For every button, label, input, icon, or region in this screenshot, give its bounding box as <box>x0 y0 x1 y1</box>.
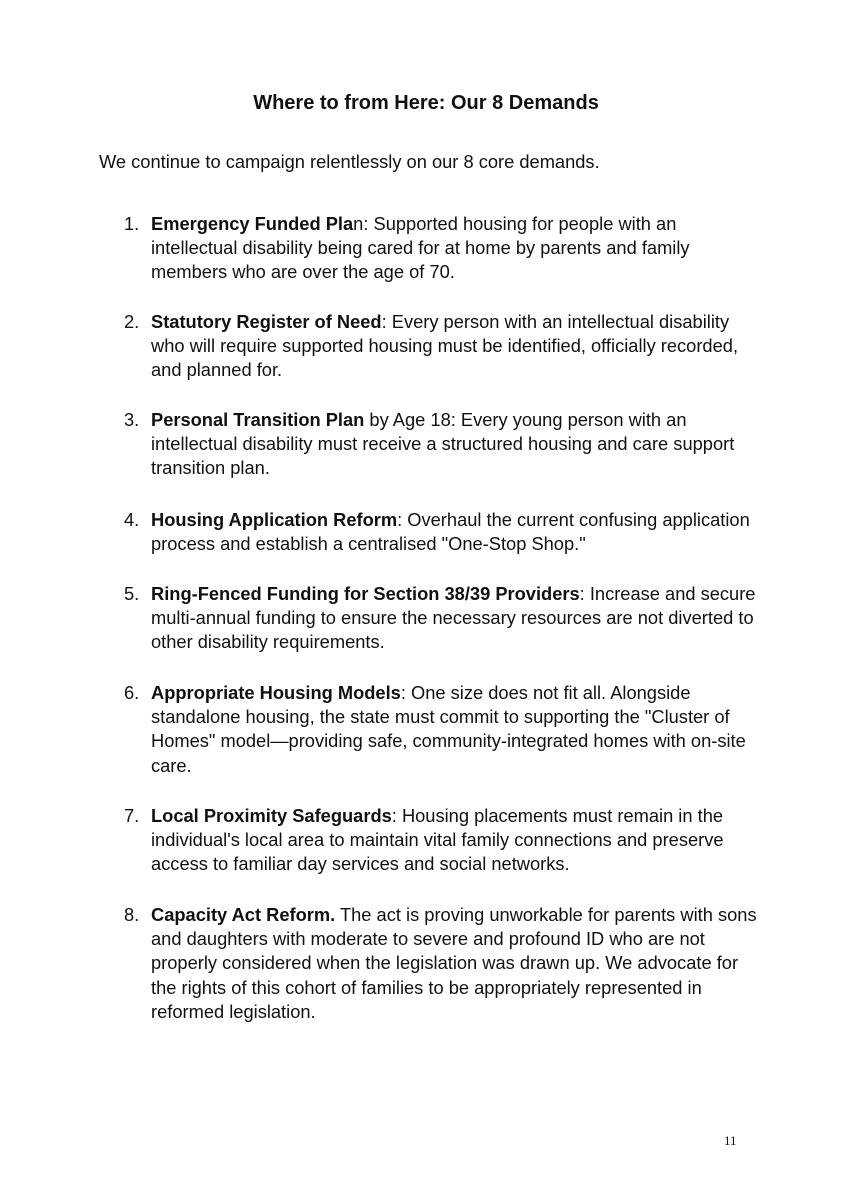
demand-title: Emergency Funded Pla <box>151 213 354 234</box>
demand-description: : Housing placements must remain in the individual's local area to maintain vital family connections and preserve access to familiar day services and social networks. <box>151 805 724 875</box>
intro-paragraph: We continue to campaign relentlessly on our 8 core demands. <box>99 151 600 172</box>
demand-text <box>151 212 757 285</box>
demand-title: Personal Transition Plan <box>151 409 365 430</box>
demand-text <box>151 681 757 778</box>
demand-number: 2. <box>124 311 140 332</box>
demand-description: : Every person with an intellectual disability who will require supported housing must be identified, officially recorded, and planned for. <box>151 311 739 381</box>
demand-description: : Increase and secure multi-annual funding to ensure the necessary resources are not diverted to other disability requirements. <box>151 583 756 653</box>
demand-title: Housing Application Reform <box>151 509 398 530</box>
demand-text <box>151 582 757 655</box>
demand-number: 5. <box>124 583 140 604</box>
page-title: Where to from Here: Our 8 Demands <box>253 92 599 114</box>
demand-description: : Supported housing for people with an intellectual disability being cared for at home by parents and family members who are over the age of 70. <box>151 213 690 283</box>
demand-title: Statutory Register of Need <box>151 311 382 332</box>
demand-description: by Age 18: Every young person with an intellectual disability must receive a structured housing and care support transition plan. <box>151 409 735 479</box>
demand-description: : Overhaul the current confusing application process and establish a centralised "One-Stop Shop." <box>151 509 750 555</box>
demand-number: 7. <box>124 805 140 826</box>
demand-text <box>151 408 757 481</box>
page-number: 11 <box>724 1133 737 1148</box>
demand-title: Capacity Act Reform. <box>151 904 336 925</box>
demand-number: 3. <box>124 409 140 430</box>
demand-text <box>151 310 757 383</box>
demand-text <box>151 804 757 877</box>
demand-title: Ring-Fenced Funding for Section 38/39 Providers <box>151 583 580 604</box>
demand-number: 6. <box>124 682 140 703</box>
demand-title-tail: n <box>353 213 364 234</box>
demand-number: 1. <box>124 213 140 234</box>
demand-number: 4. <box>124 509 140 530</box>
demand-title: Appropriate Housing Models <box>151 682 401 703</box>
demand-description: The act is proving unworkable for parents with sons and daughters with moderate to severe and profound ID who are not properly considered when the legislation was drawn up. We advocate for the rights of this cohort of families to be appropriately represented in reformed legislation. <box>151 904 757 1022</box>
demand-title: Local Proximity Safeguards <box>151 805 392 826</box>
demand-text <box>151 508 757 556</box>
demand-description: : One size does not fit all. Alongside standalone housing, the state must commit to supporting the "Cluster of Homes" model—providing safe, community-integrated homes with on-site care. <box>151 682 746 776</box>
demand-text <box>151 903 757 1024</box>
demand-number: 8. <box>124 904 140 925</box>
